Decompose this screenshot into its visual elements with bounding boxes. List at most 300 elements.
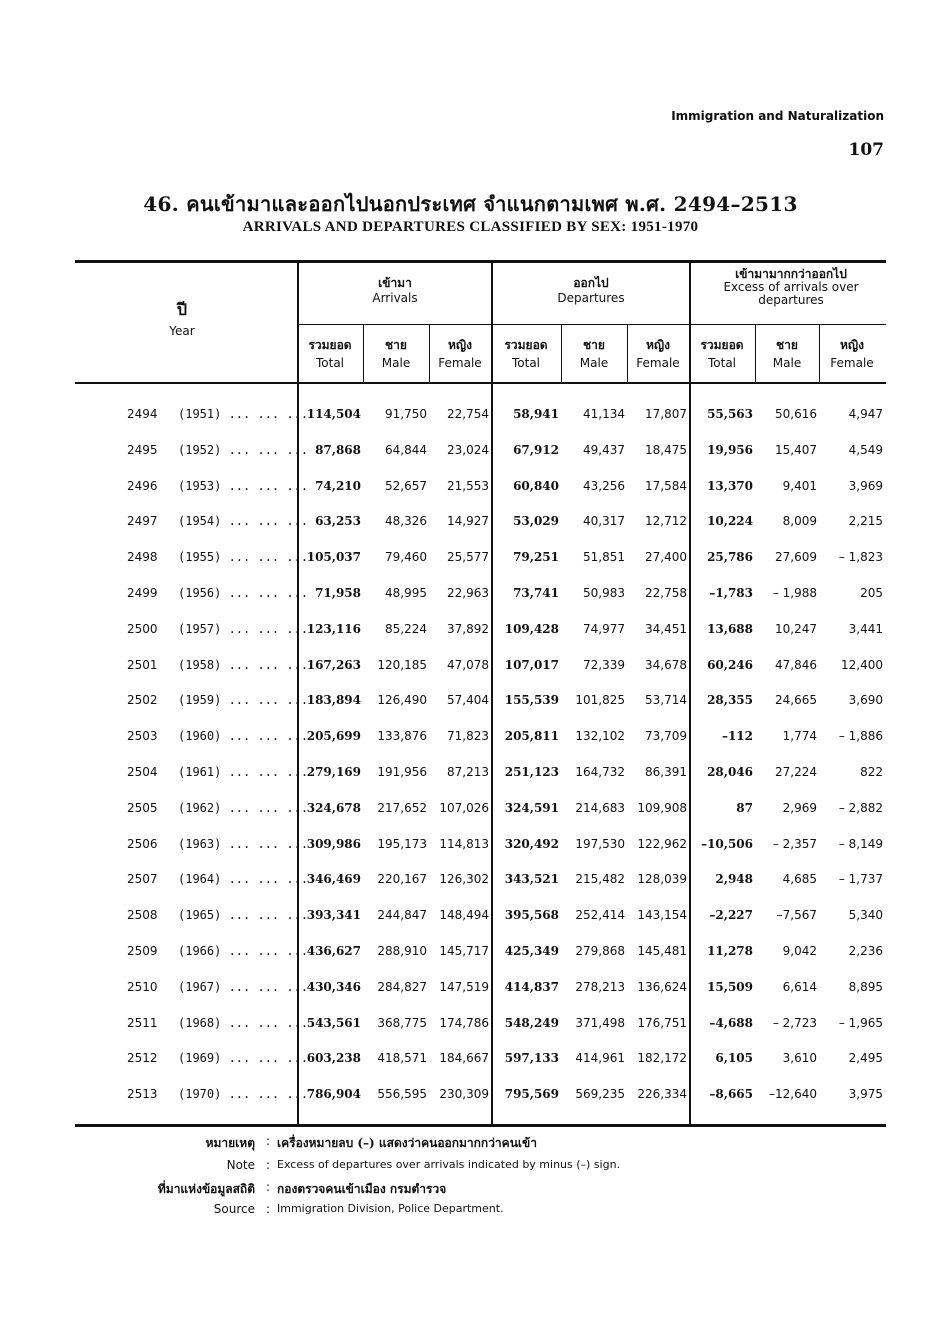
table-row (75, 729, 886, 765)
table-row (75, 801, 886, 837)
table-cell: 22,758 (645, 586, 687, 600)
table-cell: 122,962 (637, 836, 687, 851)
table-cell: 34,678 (645, 657, 687, 672)
column-header (365, 336, 427, 372)
buddhist-year: 2499 (127, 586, 158, 600)
table-cell: 822 (860, 765, 883, 779)
buddhist-year: 2495 (127, 442, 158, 457)
table-cell: 2,215 (848, 514, 883, 529)
column-header-english: Total (707, 356, 737, 370)
column-header (563, 336, 625, 372)
table-cell: –7,567 (776, 908, 817, 923)
column-header-english: Male (579, 356, 609, 370)
table-cell: –8,665 (709, 1087, 753, 1102)
remark-thai-label: หมายเหตุ (205, 1136, 255, 1150)
table-cell: 50,616 (775, 407, 817, 421)
table-cell: 226,334 (637, 1087, 687, 1102)
buddhist-year: 2504 (127, 765, 158, 779)
table-cell: 343,521 (504, 872, 559, 887)
buddhist-year: 2505 (127, 800, 158, 815)
table-cell: 2,495 (848, 1051, 883, 1066)
table-cell: 28,046 (707, 765, 753, 779)
table-cell: 22,754 (447, 407, 489, 421)
header-bottom-rule (75, 382, 886, 384)
table-cell: 230,309 (439, 1087, 489, 1102)
christian-year: (1962) ... ... ... (178, 800, 309, 815)
table-cell: 176,751 (637, 1015, 687, 1030)
table-cell: 155,539 (504, 693, 559, 708)
christian-year: (1970) ... ... ... (178, 1087, 309, 1102)
table-cell: 18,475 (645, 442, 687, 457)
table-cell: 109,428 (504, 621, 559, 636)
table-cell: 197,530 (575, 836, 625, 851)
table-cell: 34,451 (645, 621, 687, 636)
table-row (75, 765, 886, 801)
table-row (75, 622, 886, 658)
christian-year: (1957) ... ... ... (178, 621, 309, 636)
table-cell: 107,017 (504, 657, 559, 672)
table-cell: 288,910 (377, 944, 427, 958)
table-cell: – 8,149 (838, 836, 883, 851)
buddhist-year: 2510 (127, 979, 158, 994)
table-cell: 215,482 (575, 872, 625, 887)
table-cell: 3,610 (782, 1051, 817, 1066)
buddhist-year: 2503 (127, 729, 158, 744)
buddhist-year: 2512 (127, 1051, 158, 1066)
table-row (75, 872, 886, 908)
table-cell: 9,042 (782, 944, 817, 958)
table-cell: 73,709 (645, 729, 687, 744)
christian-year: (1955) ... ... ... (178, 550, 309, 565)
table-cell: 87,213 (447, 765, 489, 779)
table-cell: 87,868 (315, 442, 361, 457)
table-cell: 2,948 (715, 872, 753, 887)
table-cell: 324,591 (504, 800, 559, 815)
table-cell: 25,577 (447, 550, 489, 565)
table-cell: 71,958 (315, 586, 361, 600)
table-cell: 132,102 (575, 729, 625, 744)
table-cell: 309,986 (306, 836, 361, 851)
table-cell: 11,278 (707, 944, 753, 958)
table-cell: 252,414 (575, 908, 625, 923)
table-cell: 147,519 (439, 979, 489, 994)
table-cell: 244,847 (377, 908, 427, 923)
table-cell: 48,995 (385, 586, 427, 600)
table-cell: 368,775 (377, 1015, 427, 1030)
table-cell: – 2,882 (838, 800, 883, 815)
table-cell: –1,783 (709, 586, 753, 600)
source-label: Source (213, 1202, 255, 1216)
table-cell: 21,553 (447, 478, 489, 493)
table-cell: 8,009 (782, 514, 817, 529)
table-cell: 279,169 (306, 765, 361, 779)
table-cell: –10,506 (701, 836, 753, 851)
table-cell: 220,167 (377, 872, 427, 887)
table-cell: 195,173 (377, 836, 427, 851)
column-header-english: Total (315, 356, 345, 370)
buddhist-year: 2497 (127, 514, 158, 529)
table-row (75, 1087, 886, 1123)
page-number: 107 (848, 140, 884, 160)
column-header-thai: รวมยอด (700, 338, 744, 352)
table-cell: –112 (721, 729, 753, 744)
table-cell: 4,685 (782, 872, 817, 887)
table-cell: 145,717 (439, 944, 489, 958)
table-cell: 279,868 (575, 944, 625, 958)
table-cell: 67,912 (513, 442, 559, 457)
table-cell: 603,238 (306, 1051, 361, 1066)
note-label: Note (226, 1158, 255, 1172)
christian-year: (1963) ... ... ... (178, 836, 309, 851)
table-cell: 430,346 (306, 979, 361, 994)
note-text: Excess of departures over arrivals indicated by minus (–) sign. (277, 1158, 621, 1171)
buddhist-year: 2507 (127, 872, 158, 887)
table-cell: 41,134 (583, 407, 625, 421)
table-cell: 14,927 (447, 514, 489, 529)
table-cell: 57,404 (447, 693, 489, 708)
buddhist-year: 2508 (127, 908, 158, 923)
running-head: Immigration and Naturalization (671, 109, 884, 123)
table-cell: 164,732 (575, 765, 625, 779)
column-header-english: Female (636, 356, 680, 370)
table-cell: 191,956 (377, 765, 427, 779)
column-header (493, 336, 559, 372)
table-cell: – 2,357 (772, 836, 817, 851)
christian-year: (1956) ... ... ... (178, 586, 309, 600)
sub-divider (819, 325, 820, 382)
colon: : (266, 1180, 271, 1194)
table-cell: 214,683 (575, 800, 625, 815)
table-cell: – 1,737 (838, 872, 883, 887)
table-cell: 15,407 (775, 442, 817, 457)
table-cell: 414,837 (504, 979, 559, 994)
table-cell: 23,024 (447, 442, 489, 457)
table-cell: 3,690 (848, 693, 883, 708)
table-cell: 324,678 (306, 800, 361, 815)
table-cell: 25,786 (707, 550, 753, 565)
table-cell: 120,185 (377, 657, 427, 672)
column-header-thai: รวมยอด (308, 338, 352, 352)
table-cell: 13,688 (707, 621, 753, 636)
table-cell: 60,840 (513, 478, 559, 493)
table-cell: 47,078 (447, 657, 489, 672)
table-cell: 91,750 (385, 407, 427, 421)
table-cell: 79,251 (513, 550, 559, 565)
buddhist-year: 2502 (127, 693, 158, 708)
table-cell: 145,481 (637, 944, 687, 958)
table-cell: 37,892 (447, 621, 489, 636)
title-english: ARRIVALS AND DEPARTURES CLASSIFIED BY SEX: 1951-1970 (242, 219, 699, 235)
table-cell: 63,253 (315, 514, 361, 529)
buddhist-year: 2506 (127, 836, 158, 851)
table-row (75, 693, 886, 729)
table-cell: 8,895 (848, 979, 883, 994)
table-cell: 22,963 (447, 586, 489, 600)
table-cell: 786,904 (306, 1087, 361, 1102)
buddhist-year: 2509 (127, 944, 158, 958)
table-cell: 183,894 (306, 693, 361, 708)
christian-year: (1952) ... ... ... (178, 442, 309, 457)
table-cell: 4,549 (848, 442, 883, 457)
table-row (75, 980, 886, 1016)
table-cell: 28,355 (707, 693, 753, 708)
table-cell: 101,825 (575, 693, 625, 708)
table-cell: –2,227 (709, 908, 753, 923)
subheader-rule (298, 324, 886, 325)
table-cell: 128,039 (637, 872, 687, 887)
group-header-departures (493, 276, 689, 306)
buddhist-year: 2500 (127, 621, 158, 636)
colon: : (266, 1158, 271, 1172)
table-row (75, 1051, 886, 1087)
sub-divider (755, 325, 756, 382)
table-cell: 17,807 (645, 407, 687, 421)
table-cell: 393,341 (306, 908, 361, 923)
table-cell: 414,961 (575, 1051, 625, 1066)
table-cell: 123,116 (306, 621, 361, 636)
column-header-thai: หญิง (448, 338, 472, 352)
year-header (159, 298, 205, 339)
buddhist-year: 2498 (127, 550, 158, 565)
group-header-english: Arrivals (372, 291, 418, 305)
column-header-english: Total (511, 356, 541, 370)
table-cell: 795,569 (504, 1087, 559, 1102)
table-row (75, 837, 886, 873)
table-row (75, 514, 886, 550)
table-cell: 136,624 (637, 979, 687, 994)
column-header-thai: ชาย (583, 338, 605, 352)
table-cell: 251,123 (504, 765, 559, 779)
table-cell: 2,236 (848, 944, 883, 958)
table-row (75, 407, 886, 443)
year-header-thai: ปี (176, 300, 188, 319)
group-header-thai: ออกไป (573, 276, 609, 290)
table-cell: 4,947 (848, 407, 883, 421)
table-cell: 27,224 (775, 765, 817, 779)
table-cell: 556,595 (377, 1087, 427, 1102)
table-cell: 50,983 (583, 586, 625, 600)
table-cell: 55,563 (707, 407, 753, 421)
table-cell: 320,492 (504, 836, 559, 851)
table-cell: 167,263 (306, 657, 361, 672)
christian-year: (1968) ... ... ... (178, 1015, 309, 1030)
table-cell: 184,667 (439, 1051, 489, 1066)
group-header-thai: เข้ามา (378, 276, 412, 290)
column-header-thai: ชาย (776, 338, 798, 352)
table-cell: 3,441 (848, 621, 883, 636)
sub-divider (363, 325, 364, 382)
year-header-english: Year (169, 324, 195, 338)
statistics-table (75, 260, 886, 1126)
table-cell: 346,469 (306, 872, 361, 887)
title-thai: 46. คนเข้ามาและออกไปนอกประเทศ จำแนกตามเพศ พ.ศ. 2494–2513 (143, 192, 798, 216)
table-cell: 72,339 (583, 657, 625, 672)
source-thai-text: กองตรวจคนเข้าเมือง กรมตำรวจ (277, 1182, 447, 1196)
table-cell: 105,037 (306, 550, 361, 565)
buddhist-year: 2501 (127, 657, 158, 672)
table-cell: 15,509 (707, 979, 753, 994)
table-cell: 10,247 (775, 621, 817, 636)
table-cell: 13,370 (707, 478, 753, 493)
table-cell: 51,851 (583, 550, 625, 565)
table-cell: 284,827 (377, 979, 427, 994)
buddhist-year: 2513 (127, 1087, 158, 1102)
table-cell: 418,571 (377, 1051, 427, 1066)
table-row (75, 658, 886, 694)
table-cell: 205 (860, 586, 883, 600)
group-header-english: Excess of arrivals over departures (723, 280, 859, 307)
group-header-thai: เข้ามามากกว่าออกไป (735, 267, 847, 281)
table-cell: – 1,988 (772, 586, 817, 600)
buddhist-year: 2496 (127, 478, 158, 493)
christian-year: (1969) ... ... ... (178, 1051, 309, 1066)
table-row (75, 944, 886, 980)
table-cell: 6,614 (782, 979, 817, 994)
table-cell: 133,876 (377, 729, 427, 744)
table-bottom-rule (75, 1124, 886, 1127)
column-header (821, 336, 883, 372)
column-header-thai: หญิง (646, 338, 670, 352)
sub-divider (627, 325, 628, 382)
table-cell: 60,246 (707, 657, 753, 672)
table-cell: 114,813 (439, 836, 489, 851)
table-top-rule (75, 260, 886, 263)
table-cell: 2,969 (782, 800, 817, 815)
table-cell: 205,699 (306, 729, 361, 744)
column-header-english: Female (438, 356, 482, 370)
christian-year: (1953) ... ... ... (178, 478, 309, 493)
table-cell: 3,969 (848, 478, 883, 493)
column-header-thai: รวมยอด (504, 338, 548, 352)
table-cell: – 1,886 (838, 729, 883, 744)
table-cell: 74,210 (315, 478, 361, 493)
table-cell: 174,786 (439, 1015, 489, 1030)
table-cell: 48,326 (385, 514, 427, 529)
group-header-excess (703, 268, 879, 307)
christian-year: (1965) ... ... ... (178, 908, 309, 923)
table-cell: 395,568 (504, 908, 559, 923)
table-cell: 79,460 (385, 550, 427, 565)
group-header-english: Departures (557, 291, 625, 305)
sub-divider (561, 325, 562, 382)
table-cell: 52,657 (385, 478, 427, 493)
table-cell: 43,256 (583, 478, 625, 493)
source-thai-label: ที่มาแห่งข้อมูลสถิติ (157, 1182, 255, 1196)
buddhist-year: 2494 (127, 407, 158, 421)
colon: : (266, 1134, 271, 1148)
table-cell: 126,490 (377, 693, 427, 708)
table-cell: 543,561 (306, 1015, 361, 1030)
table-cell: 205,811 (504, 729, 559, 744)
table-cell: 126,302 (439, 872, 489, 887)
table-row (75, 443, 886, 479)
table-cell: 182,172 (637, 1051, 687, 1066)
christian-year: (1959) ... ... ... (178, 693, 309, 708)
christian-year: (1964) ... ... ... (178, 872, 309, 887)
christian-year: (1966) ... ... ... (178, 944, 309, 958)
table-cell: – 2,723 (772, 1015, 817, 1030)
christian-year: (1967) ... ... ... (178, 979, 309, 994)
table-cell: 19,956 (707, 442, 753, 457)
table-cell: 6,105 (715, 1051, 753, 1066)
table-row (75, 908, 886, 944)
column-header-thai: หญิง (840, 338, 864, 352)
table-cell: 73,741 (513, 586, 559, 600)
table-cell: 27,400 (645, 550, 687, 565)
column-header-thai: ชาย (385, 338, 407, 352)
table-cell: 548,249 (504, 1015, 559, 1030)
table-cell: 217,652 (377, 800, 427, 815)
table-row (75, 479, 886, 515)
column-header-english: Male (381, 356, 411, 370)
sub-divider (429, 325, 430, 382)
table-cell: 425,349 (504, 944, 559, 958)
christian-year: (1951) ... ... ... (178, 407, 309, 421)
table-cell: 64,844 (385, 442, 427, 457)
christian-year: (1960) ... ... ... (178, 729, 309, 744)
table-cell: 569,235 (575, 1087, 625, 1102)
table-cell: 87 (736, 800, 753, 815)
table-cell: 27,609 (775, 550, 817, 565)
column-header (629, 336, 687, 372)
table-cell: 17,584 (645, 478, 687, 493)
table-cell: 53,029 (513, 514, 559, 529)
table-cell: 47,846 (775, 657, 817, 672)
table-cell: 3,975 (848, 1087, 883, 1102)
table-cell: 24,665 (775, 693, 817, 708)
column-header (299, 336, 361, 372)
remark-thai-text: เครื่องหมายลบ (–) แสดงว่าคนออกมากกว่าคนเข้า (277, 1136, 537, 1150)
table-cell: 9,401 (782, 478, 817, 493)
column-header-english: Female (830, 356, 874, 370)
table-cell: 278,213 (575, 979, 625, 994)
table-cell: 85,224 (385, 621, 427, 636)
table-cell: 436,627 (306, 944, 361, 958)
table-cell: 49,437 (583, 442, 625, 457)
source-text: Immigration Division, Police Department. (277, 1202, 504, 1215)
table-cell: 1,774 (782, 729, 817, 744)
column-header (691, 336, 753, 372)
table-cell: 5,340 (848, 908, 883, 923)
table-cell: 143,154 (637, 908, 687, 923)
christian-year: (1961) ... ... ... (178, 765, 309, 779)
table-cell: 109,908 (637, 800, 687, 815)
christian-year: (1958) ... ... ... (178, 657, 309, 672)
colon: : (266, 1202, 271, 1216)
table-row (75, 586, 886, 622)
table-cell: 10,224 (707, 514, 753, 529)
group-header-arrivals (299, 276, 491, 306)
table-cell: – 1,823 (838, 550, 883, 565)
table-cell: –4,688 (709, 1015, 753, 1030)
table-cell: 371,498 (575, 1015, 625, 1030)
table-cell: 58,941 (513, 407, 559, 421)
table-cell: 74,977 (583, 621, 625, 636)
table-cell: 597,133 (504, 1051, 559, 1066)
table-cell: 148,494 (439, 908, 489, 923)
table-cell: 40,317 (583, 514, 625, 529)
table-cell: –12,640 (769, 1087, 817, 1102)
column-header (757, 336, 817, 372)
table-row (75, 550, 886, 586)
table-cell: 12,712 (645, 514, 687, 529)
table-cell: 107,026 (439, 800, 489, 815)
table-cell: 12,400 (841, 657, 883, 672)
table-cell: 53,714 (645, 693, 687, 708)
table-cell: 86,391 (645, 765, 687, 779)
table-cell: 71,823 (447, 729, 489, 744)
table-cell: – 1,965 (838, 1015, 883, 1030)
